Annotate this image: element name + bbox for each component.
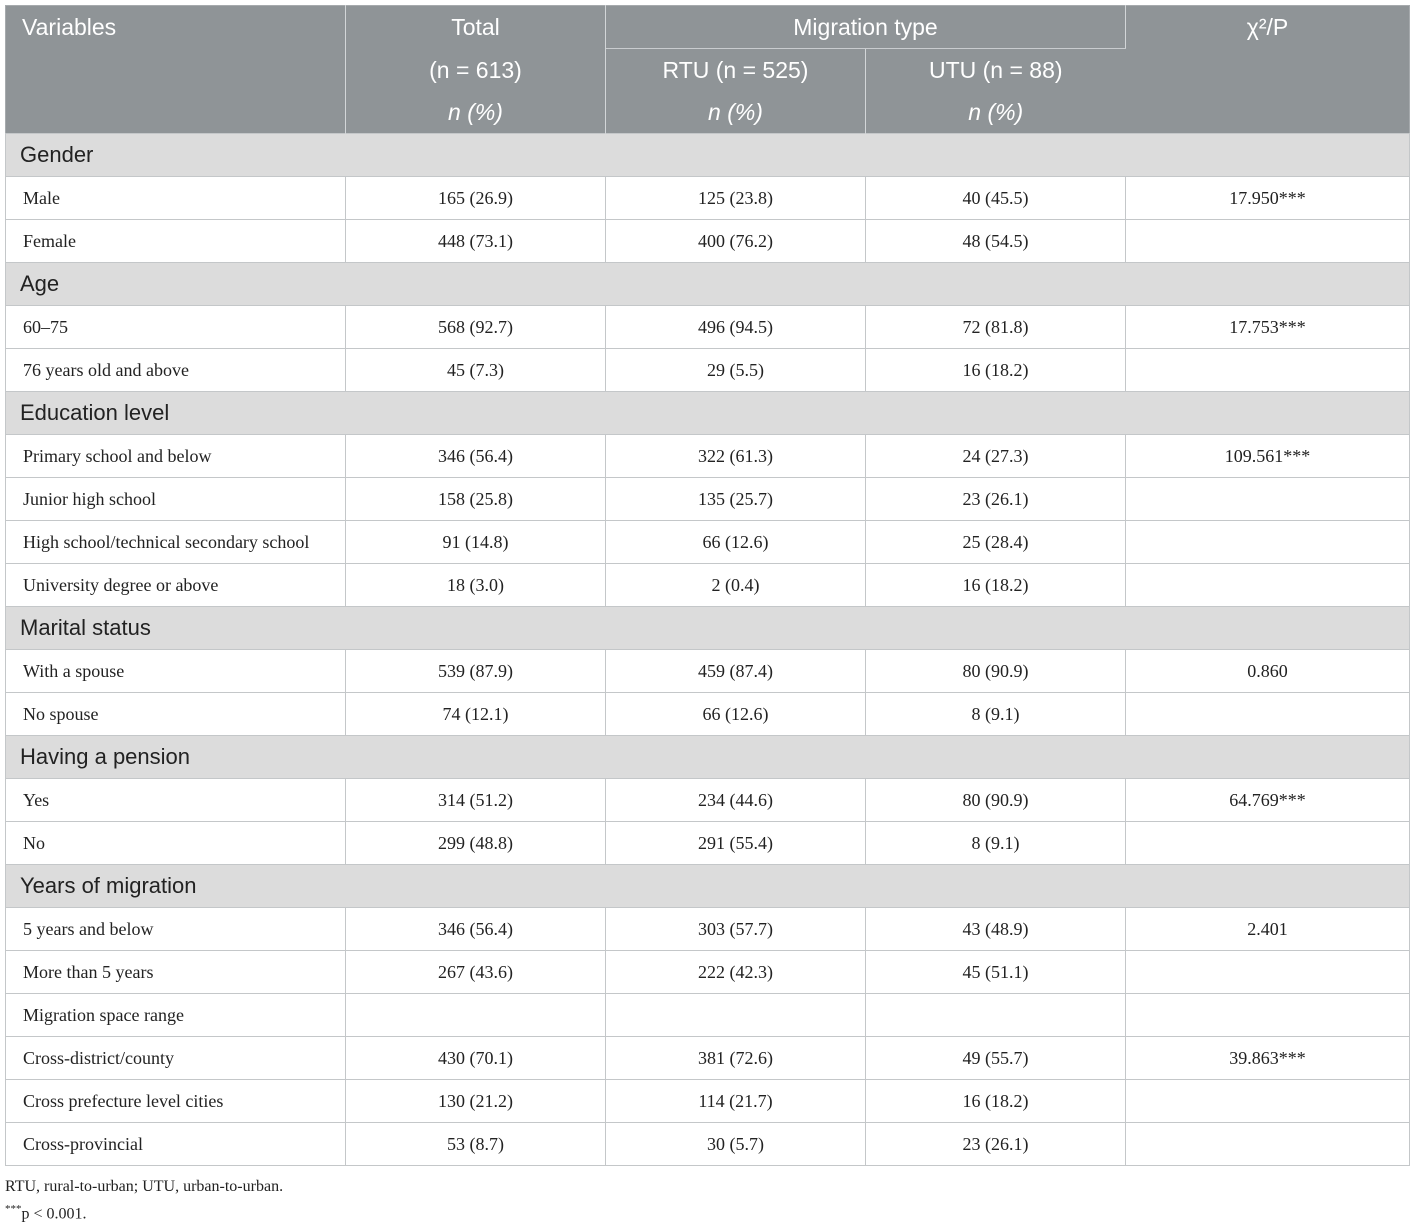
section-title: Age (6, 263, 1410, 306)
cell-utu: 8 (9.1) (866, 822, 1126, 865)
cell-chi-square (1126, 822, 1410, 865)
section-title: Education level (6, 392, 1410, 435)
cell-chi-square (1126, 1123, 1410, 1166)
table-footnotes (5, 1175, 283, 1225)
footnote-abbreviations: RTU, rural-to-urban; UTU, urban-to-urban. (5, 1178, 284, 1195)
table-row (6, 951, 1410, 994)
header-migration-type: Migration type (606, 6, 1126, 49)
cell-chi-square: 64.769*** (1126, 779, 1410, 822)
footnote-significance (5, 1198, 283, 1225)
header-rtu-np: n (%) (606, 91, 866, 134)
table-row (6, 478, 1410, 521)
row-label: Yes (6, 779, 346, 822)
cell-total: 45 (7.3) (346, 349, 606, 392)
footnote-stars: *** (5, 1203, 22, 1215)
section-title: Marital status (6, 607, 1410, 650)
row-label: No spouse (6, 693, 346, 736)
table-row (6, 521, 1410, 564)
row-label: Cross-provincial (6, 1123, 346, 1166)
cell-chi-square (1126, 693, 1410, 736)
cell-chi-square (1126, 478, 1410, 521)
cell-rtu: 2 (0.4) (606, 564, 866, 607)
section-row (6, 607, 1410, 650)
cell-total: 314 (51.2) (346, 779, 606, 822)
cell-total: 539 (87.9) (346, 650, 606, 693)
section-row (6, 736, 1410, 779)
cell-total: 91 (14.8) (346, 521, 606, 564)
table-row (6, 908, 1410, 951)
table-row (6, 306, 1410, 349)
cell-total: 74 (12.1) (346, 693, 606, 736)
cell-chi-square (1126, 994, 1410, 1037)
row-label: Cross prefecture level cities (6, 1080, 346, 1123)
table-row (6, 435, 1410, 478)
table-row (6, 349, 1410, 392)
cell-total: 346 (56.4) (346, 435, 606, 478)
cell-rtu: 291 (55.4) (606, 822, 866, 865)
cell-rtu: 303 (57.7) (606, 908, 866, 951)
cell-chi-square: 17.753*** (1126, 306, 1410, 349)
header-utu: UTU (n = 88) (866, 49, 1126, 92)
cell-total: 448 (73.1) (346, 220, 606, 263)
header-variables: Variables (6, 6, 346, 134)
row-label: Migration space range (6, 994, 346, 1037)
cell-rtu: 222 (42.3) (606, 951, 866, 994)
row-label: Male (6, 177, 346, 220)
cell-total (346, 994, 606, 1037)
cell-total: 158 (25.8) (346, 478, 606, 521)
table-row (6, 650, 1410, 693)
table-row (6, 693, 1410, 736)
cell-chi-square: 39.863*** (1126, 1037, 1410, 1080)
row-label: Female (6, 220, 346, 263)
row-label: Junior high school (6, 478, 346, 521)
header-total: Total (346, 6, 606, 49)
footnote-sig-text: p < 0.001. (21, 1205, 87, 1223)
cell-rtu: 125 (23.8) (606, 177, 866, 220)
table-row (6, 1123, 1410, 1166)
row-label: No (6, 822, 346, 865)
row-label: 5 years and below (6, 908, 346, 951)
cell-chi-square (1126, 521, 1410, 564)
cell-utu (866, 994, 1126, 1037)
cell-total: 267 (43.6) (346, 951, 606, 994)
cell-utu: 40 (45.5) (866, 177, 1126, 220)
row-label: University degree or above (6, 564, 346, 607)
cell-rtu: 66 (12.6) (606, 521, 866, 564)
cell-rtu: 30 (5.7) (606, 1123, 866, 1166)
section-row (6, 392, 1410, 435)
header-utu-np: n (%) (866, 91, 1126, 134)
cell-rtu: 496 (94.5) (606, 306, 866, 349)
cell-rtu: 322 (61.3) (606, 435, 866, 478)
cell-utu: 72 (81.8) (866, 306, 1126, 349)
cell-total: 18 (3.0) (346, 564, 606, 607)
cell-chi-square (1126, 564, 1410, 607)
row-label: 76 years old and above (6, 349, 346, 392)
cell-utu: 25 (28.4) (866, 521, 1126, 564)
cell-chi-square (1126, 220, 1410, 263)
section-row (6, 865, 1410, 908)
cell-utu: 49 (55.7) (866, 1037, 1126, 1080)
table-row (6, 1080, 1410, 1123)
cell-chi-square: 0.860 (1126, 650, 1410, 693)
table-row (6, 564, 1410, 607)
section-row (6, 263, 1410, 306)
cell-rtu: 381 (72.6) (606, 1037, 866, 1080)
cell-utu: 48 (54.5) (866, 220, 1126, 263)
cell-utu: 23 (26.1) (866, 1123, 1126, 1166)
cell-chi-square: 2.401 (1126, 908, 1410, 951)
cell-total: 165 (26.9) (346, 177, 606, 220)
cell-utu: 43 (48.9) (866, 908, 1126, 951)
cell-utu: 80 (90.9) (866, 650, 1126, 693)
cell-utu: 23 (26.1) (866, 478, 1126, 521)
cell-rtu: 66 (12.6) (606, 693, 866, 736)
cell-chi-square (1126, 951, 1410, 994)
cell-total: 346 (56.4) (346, 908, 606, 951)
table-row (6, 177, 1410, 220)
cell-chi-square: 17.950*** (1126, 177, 1410, 220)
cell-rtu: 29 (5.5) (606, 349, 866, 392)
cell-total: 430 (70.1) (346, 1037, 606, 1080)
cell-utu: 45 (51.1) (866, 951, 1126, 994)
cell-total: 130 (21.2) (346, 1080, 606, 1123)
cell-rtu: 459 (87.4) (606, 650, 866, 693)
data-table (5, 5, 1410, 1166)
cell-utu: 16 (18.2) (866, 349, 1126, 392)
cell-total: 568 (92.7) (346, 306, 606, 349)
table-row (6, 220, 1410, 263)
cell-utu: 16 (18.2) (866, 564, 1126, 607)
cell-utu: 8 (9.1) (866, 693, 1126, 736)
cell-utu: 24 (27.3) (866, 435, 1126, 478)
data-table-container (5, 5, 1409, 1166)
row-label: More than 5 years (6, 951, 346, 994)
cell-utu: 80 (90.9) (866, 779, 1126, 822)
header-chi-square: χ²/P (1126, 6, 1410, 134)
row-label: With a spouse (6, 650, 346, 693)
cell-total: 53 (8.7) (346, 1123, 606, 1166)
table-body (6, 134, 1410, 1166)
table-row (6, 994, 1410, 1037)
section-row (6, 134, 1410, 177)
cell-chi-square (1126, 349, 1410, 392)
cell-rtu: 114 (21.7) (606, 1080, 866, 1123)
row-label: Cross-district/county (6, 1037, 346, 1080)
cell-utu: 16 (18.2) (866, 1080, 1126, 1123)
cell-rtu: 400 (76.2) (606, 220, 866, 263)
table-row (6, 822, 1410, 865)
header-rtu: RTU (n = 525) (606, 49, 866, 92)
section-title: Having a pension (6, 736, 1410, 779)
table-header (6, 6, 1410, 134)
table-row (6, 779, 1410, 822)
cell-rtu (606, 994, 866, 1037)
row-label: High school/technical secondary school (6, 521, 346, 564)
row-label: 60–75 (6, 306, 346, 349)
section-title: Years of migration (6, 865, 1410, 908)
row-label: Primary school and below (6, 435, 346, 478)
cell-chi-square (1126, 1080, 1410, 1123)
section-title: Gender (6, 134, 1410, 177)
header-total-n: (n = 613) (346, 49, 606, 92)
cell-rtu: 135 (25.7) (606, 478, 866, 521)
cell-total: 299 (48.8) (346, 822, 606, 865)
cell-chi-square: 109.561*** (1126, 435, 1410, 478)
header-total-np: n (%) (346, 91, 606, 134)
table-row (6, 1037, 1410, 1080)
cell-rtu: 234 (44.6) (606, 779, 866, 822)
